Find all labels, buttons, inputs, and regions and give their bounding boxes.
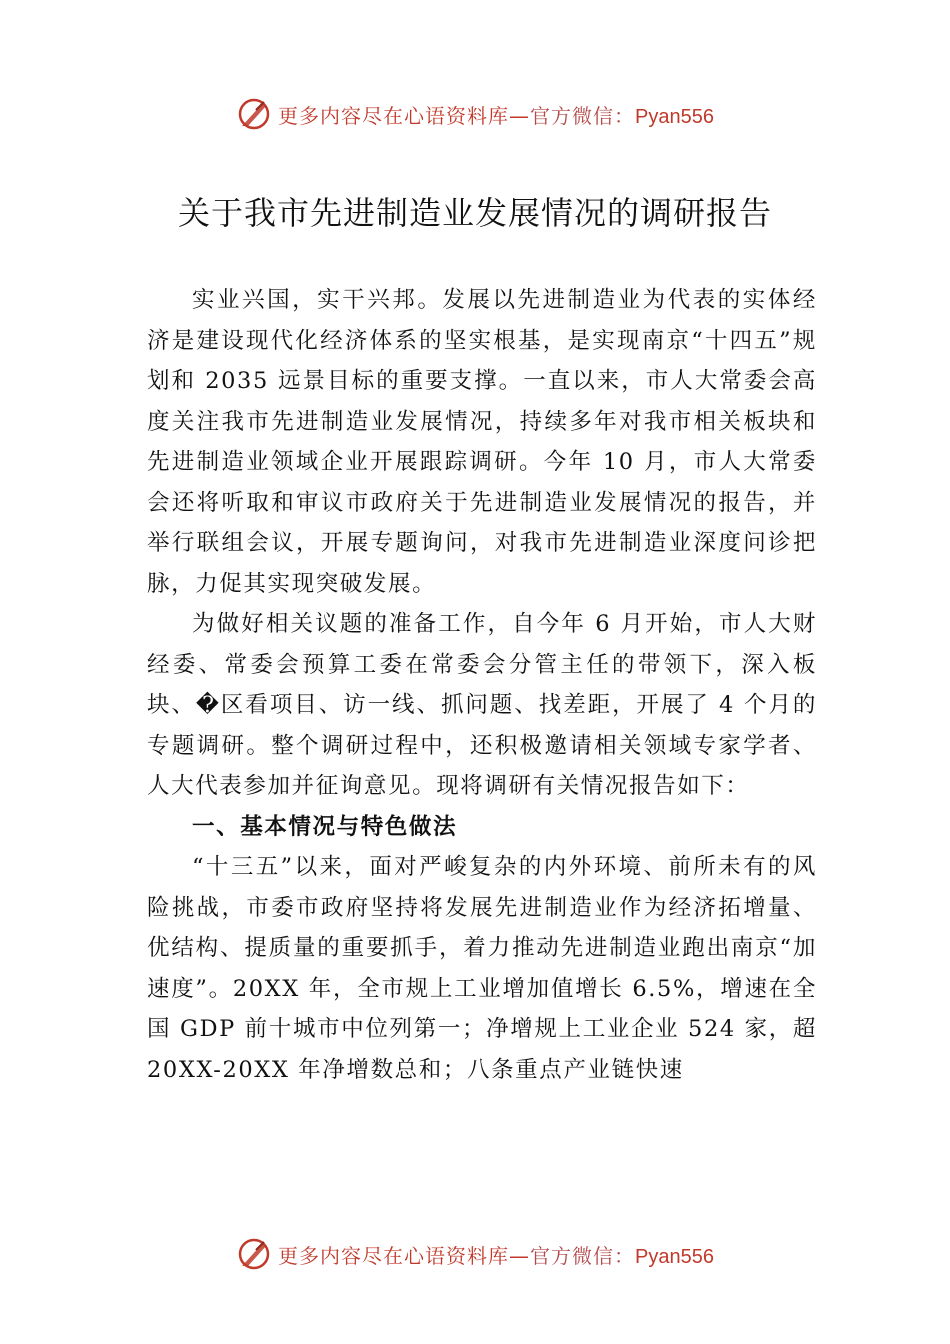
quill-logo-icon <box>236 96 272 132</box>
document-body <box>147 280 817 1090</box>
section-heading: 一、基本情况与特色做法 <box>192 813 458 840</box>
banner-main-text: 更多内容尽在心语资料库 <box>278 1243 510 1268</box>
banner-dash: — <box>509 1243 531 1268</box>
banner-text <box>278 100 714 129</box>
section-paragraph: “十三五”以来，面对严峻复杂的内外环境、前所未有的风险挑战，市委市政府坚持将发展先进制造业作为经济拓增量、优结构、提质量的重要抓手，着力推动先进制造业跑出南京“加速度”。20XX 年，全市规上工业增加值增长 6.5%，增速在全国 GDP 前十城市中位列第一；净增规上工业企业 524 家，超 20XX-20XX 年净增数总和；八条重点产业链快速 <box>147 854 817 1083</box>
paragraph-1: 实业兴国，实干兴邦。发展以先进制造业为代表的实体经济是建设现代化经济体系的坚实根基，是实现南京“十四五”规划和 2035 远景目标的重要支撑。一直以来，市人大常委会高度关注我市先进制造业发展情况，持续多年对我市相关板块和先进制造业领域企业开展跟踪调研。今年 10 月，市人大常委会还将听取和审议市政府关于先进制造业发展情况的报告，并举行联组会议，开展专题询问，对我市先进制造业深度问诊把脉，力促其实现突破发展。 <box>147 287 817 597</box>
document-title: 关于我市先进制造业发展情况的调研报告 <box>177 194 772 232</box>
banner-wechat-label: 官方微信： <box>530 1243 636 1268</box>
banner-text <box>278 1240 714 1269</box>
banner-main-text: 更多内容尽在心语资料库 <box>278 103 510 128</box>
banner-wechat-id: Pyan556 <box>635 1245 714 1268</box>
banner-wechat-id: Pyan556 <box>635 105 714 128</box>
quill-logo-icon <box>236 1236 272 1272</box>
header-banner <box>0 92 950 136</box>
banner-dash: — <box>509 103 531 128</box>
footer-banner <box>0 1232 950 1276</box>
banner-wechat-label: 官方微信： <box>530 103 636 128</box>
paragraph-2: 为做好相关议题的准备工作，自今年 6 月开始，市人大财经委、常委会预算工委在常委会分管主任的带领下，深入板块、�区看项目、访一线、抓问题、找差距，开展了 4 个月的专题调研。整个调研过程中，还积极邀请相关领域专家学者、人大代表参加并征询意见。现将调研有关情况报告如下： <box>147 611 817 799</box>
